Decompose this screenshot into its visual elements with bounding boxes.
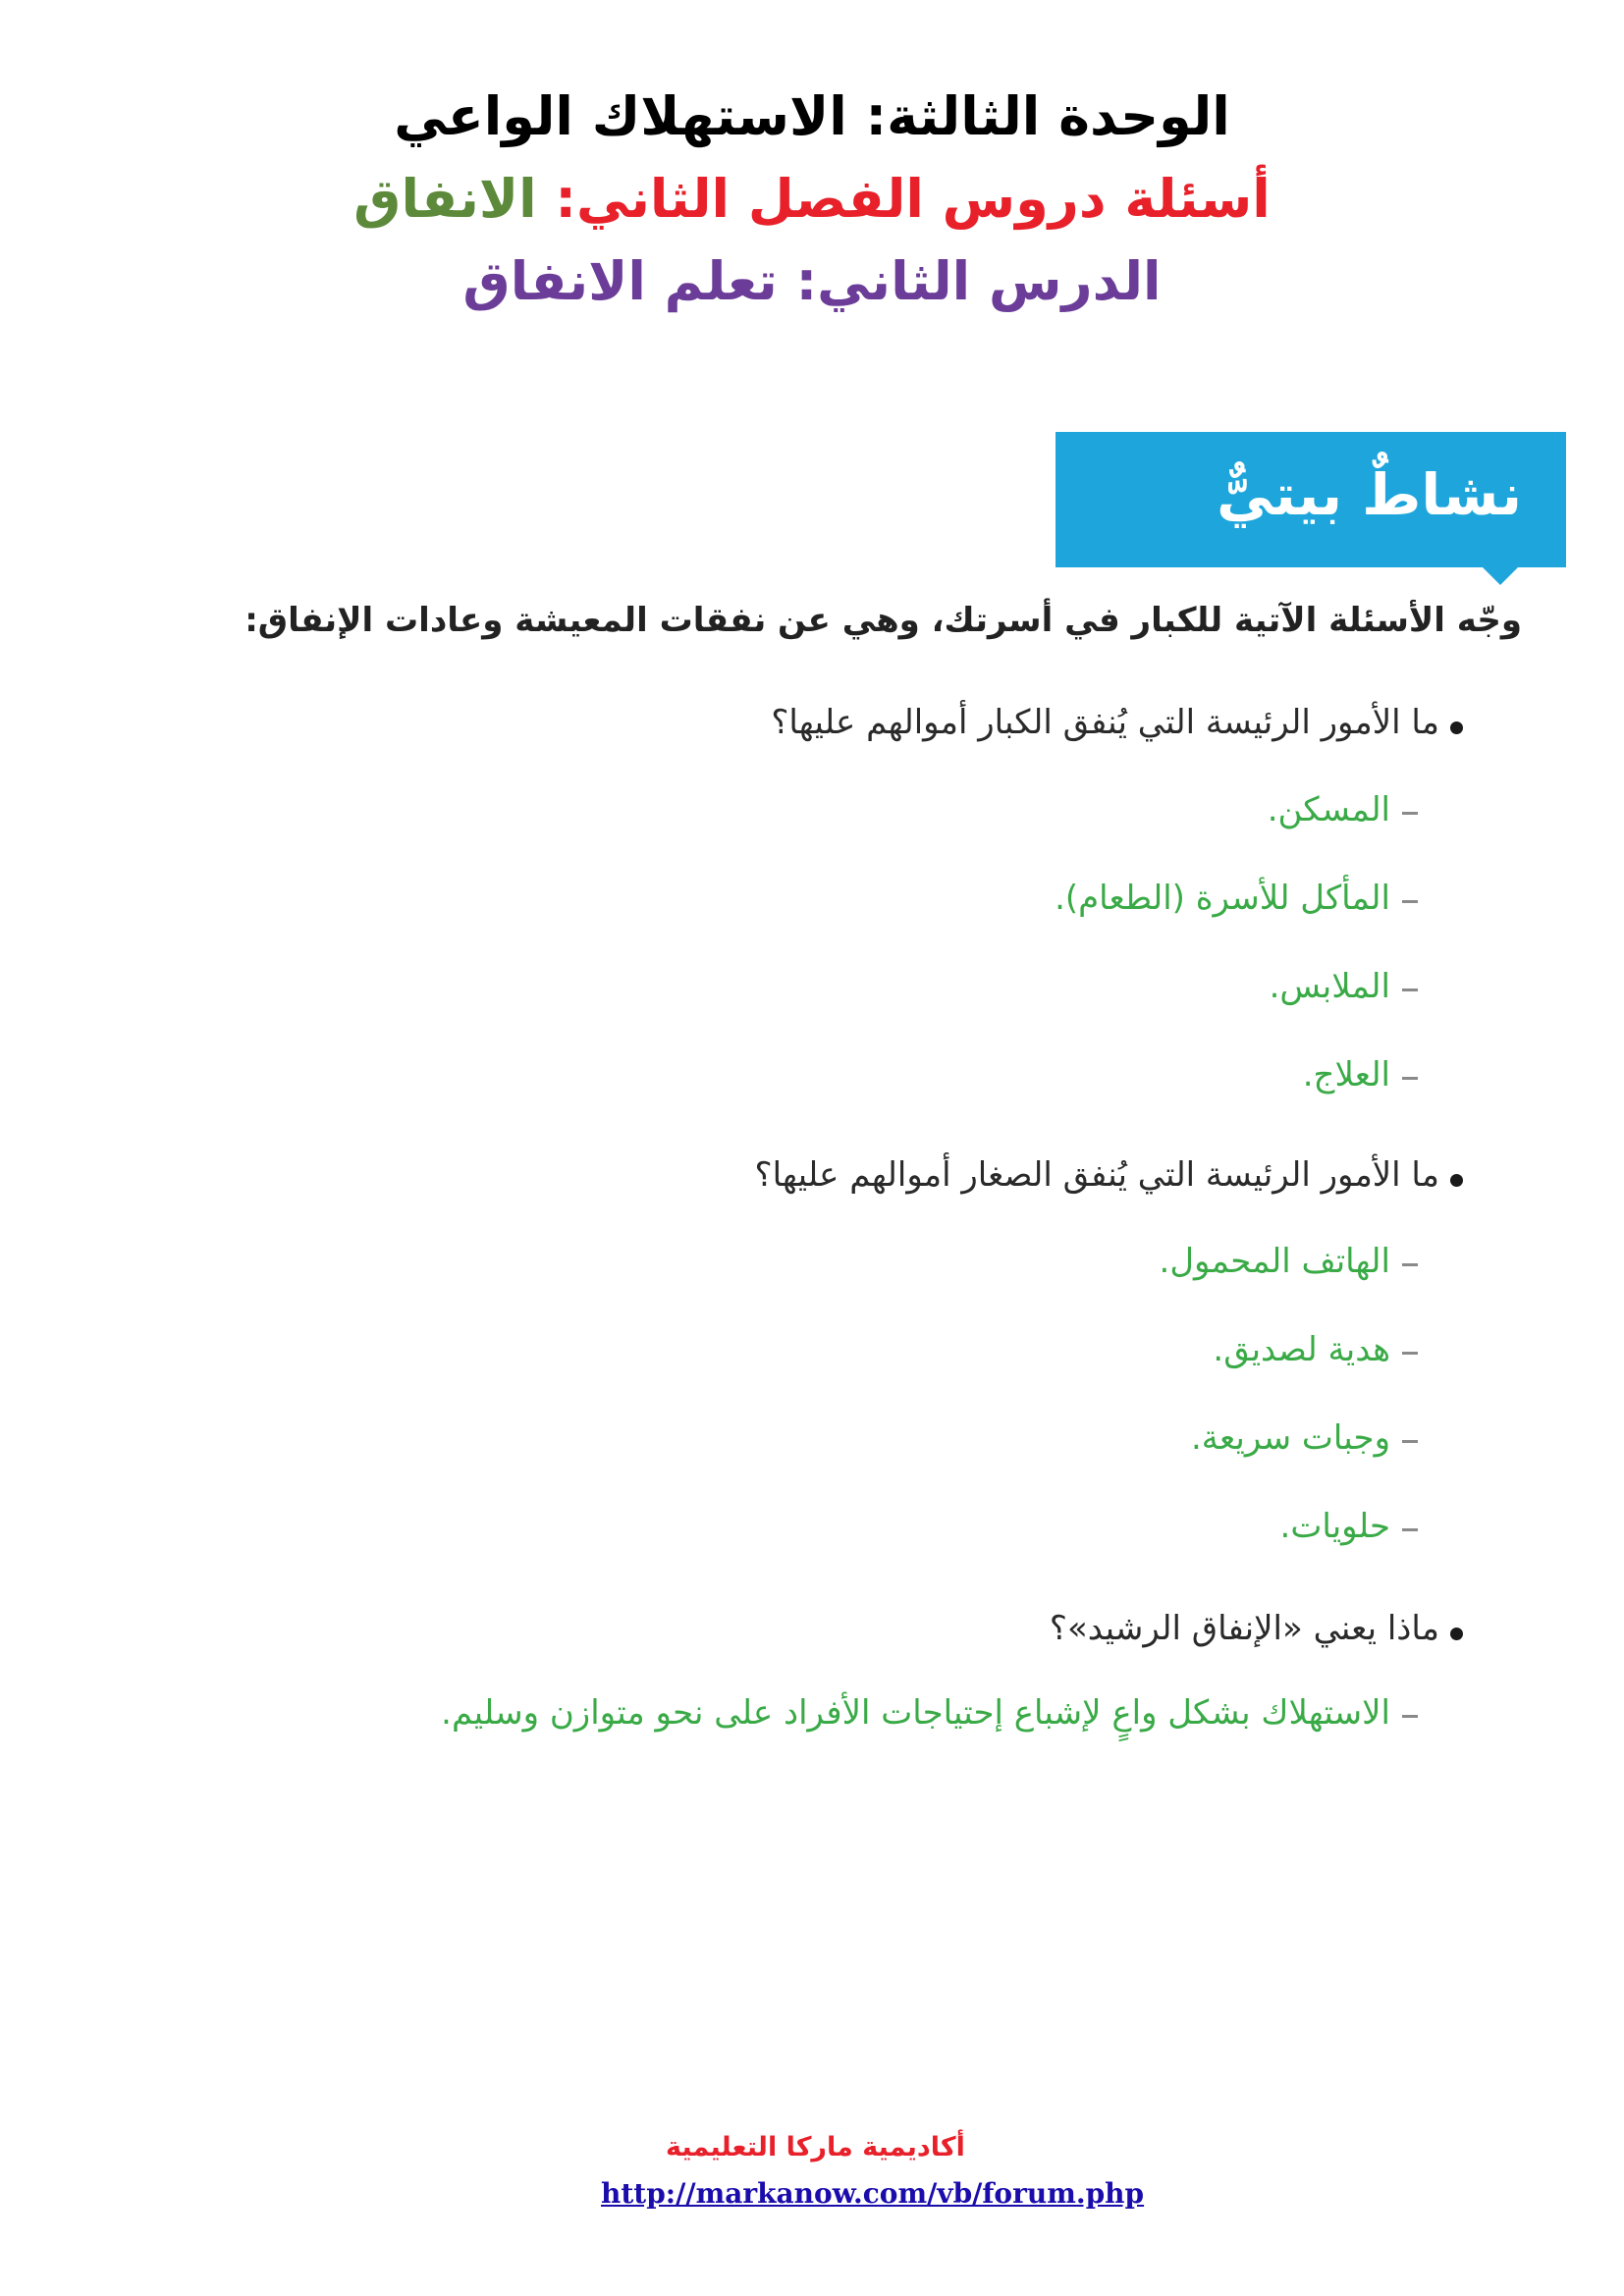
lesson-title: الدرس الثاني: تعلم الانفاق <box>462 250 1162 312</box>
dash-marker <box>1402 1440 1418 1443</box>
chapter-topic: الانفاق <box>353 168 537 230</box>
dash-marker <box>1402 1528 1418 1531</box>
bullet-dot <box>1450 721 1463 734</box>
dash-marker <box>1402 1077 1418 1080</box>
answer-2-3: وجبات سريعة. <box>1190 1418 1390 1458</box>
answer-2-2: هدية لصديق. <box>1213 1330 1390 1369</box>
dash-marker <box>1402 1715 1418 1718</box>
answer-1-3: الملابس. <box>1269 967 1390 1006</box>
unit-title: الوحدة الثالثة: الاستهلاك الواعي <box>394 85 1230 147</box>
question-3: ماذا يعني «الإنفاق الرشيد»؟ <box>1049 1609 1439 1648</box>
answer-3-1: الاستهلاك بشكل واعٍ لإشباع إحتياجات الأفراد على نحو متوازن وسليم. <box>441 1693 1390 1733</box>
dash-marker <box>1402 900 1418 903</box>
home-activity-banner <box>1056 432 1566 567</box>
question-1: ما الأمور الرئيسة التي يُنفق الكبار أموالهم عليها؟ <box>771 703 1439 742</box>
bullet-dot <box>1450 1174 1463 1187</box>
chapter-prefix: أسئلة دروس الفصل الثاني: <box>555 168 1271 230</box>
question-2: ما الأمور الرئيسة التي يُنفق الصغار أموالهم عليها؟ <box>754 1155 1439 1195</box>
dash-marker <box>1402 988 1418 991</box>
home-activity-label: نشاطٌ بيتيٌّ <box>1217 461 1522 528</box>
answer-1-4: العلاج. <box>1302 1055 1390 1095</box>
bullet-dot <box>1450 1628 1463 1640</box>
dash-marker <box>1402 1263 1418 1266</box>
chapter-title <box>0 168 1624 230</box>
dash-marker <box>1402 1352 1418 1355</box>
answer-1-1: المسكن. <box>1267 790 1390 829</box>
forum-link[interactable]: http://markanow.com/vb/forum.php <box>601 2177 1145 2210</box>
banner-pointer <box>1483 567 1518 585</box>
answer-2-4: حلويات. <box>1279 1507 1390 1546</box>
dash-marker <box>1402 812 1418 815</box>
answer-1-2: المأكل للأسرة (الطعام). <box>1055 879 1390 918</box>
answer-2-1: الهاتف المحمول. <box>1159 1242 1390 1281</box>
activity-instruction: وجّه الأسئلة الآتية للكبار في أسرتك، وهي عن نفقات المعيشة وعادات الإنفاق: <box>244 601 1522 640</box>
academy-name: أكاديمية ماركا التعليمية <box>666 2132 965 2163</box>
